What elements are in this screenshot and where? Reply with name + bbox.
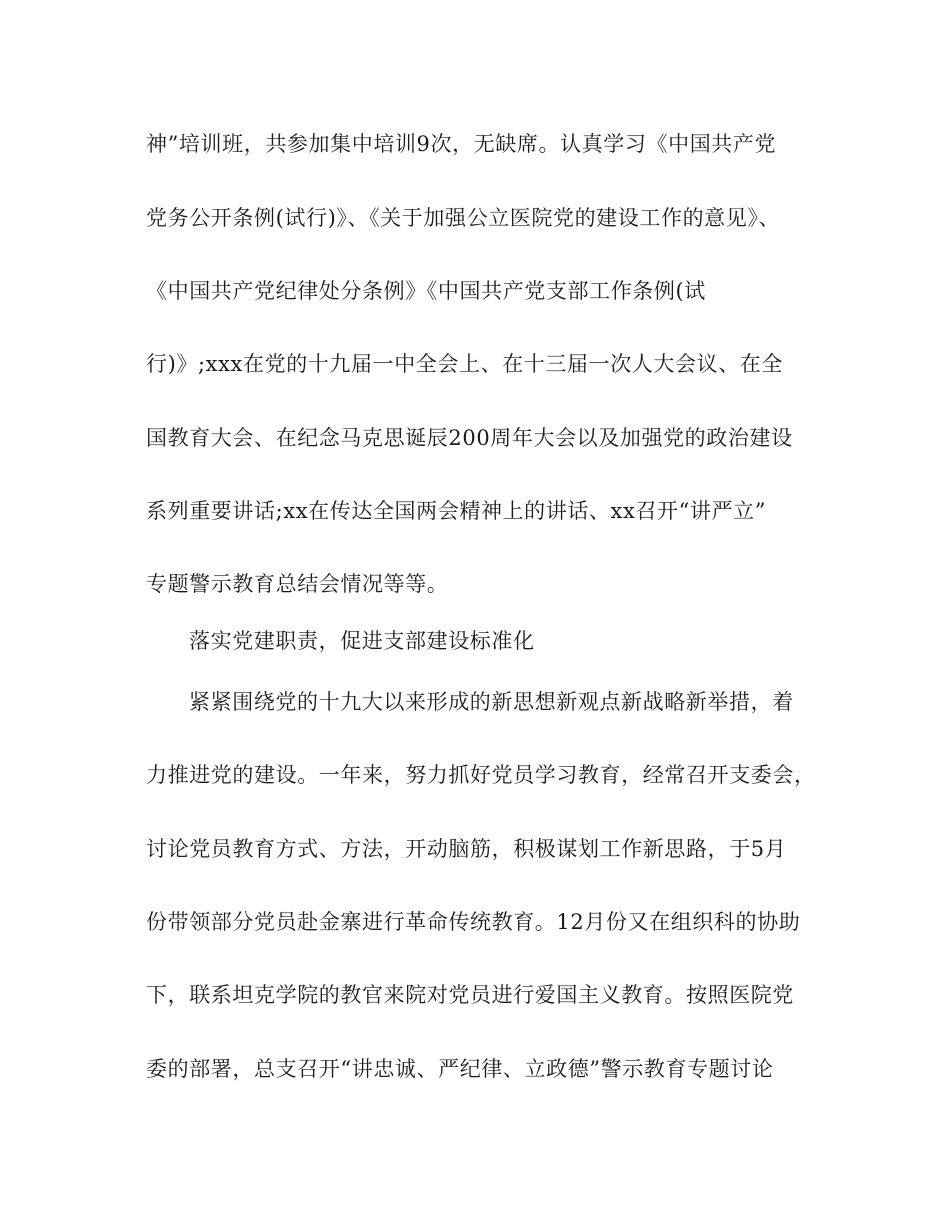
text-line: 下，联系坦克学院的教官来院对党员进行爱国主义教育。按照医院党 — [146, 983, 794, 1007]
section-heading: 落实党建职责，促进支部建设标准化 — [189, 629, 535, 653]
paragraph-first-line: 紧紧围绕党的十九大以来形成的新思想新观点新战略新举措，着 — [189, 690, 794, 714]
text-line: 系列重要讲话;xx在传达全国两会精神上的讲话、xx召开“讲严立” — [146, 499, 767, 523]
text-line: 党务公开条例(试行)》、《关于加强公立医院党的建设工作的意见》、 — [146, 206, 781, 230]
text-line: 委的部署，总支召开“讲忠诚、严纪律、立政德”警示教育专题讨论 — [146, 1057, 774, 1081]
text-line: 讨论党员教育方式、方法，开动脑筋，积极谋划工作新思路，于5月 — [146, 837, 787, 861]
text-line: 国教育大会、在纪念马克思诞辰200周年大会以及加强党的政治建设 — [146, 426, 793, 450]
text-line: 力推进党的建设。一年来，努力抓好党员学习教育，经常召开支委会， — [146, 763, 816, 787]
text-line: 《中国共产党纪律处分条例》《中国共产党支部工作条例(试 — [146, 279, 706, 303]
text-line: 份带领部分党员赴金寨进行革命传统教育。12月份又在组织科的协助 — [146, 910, 801, 934]
text-line: 行)》;xxx在党的十九届一中全会上、在十三届一次人大会议、在全 — [146, 352, 783, 376]
text-line: 神”培训班，共参加集中培训9次，无缺席。认真学习《中国共产党 — [146, 132, 777, 156]
text-line: 专题警示教育总结会情况等等。 — [146, 572, 449, 596]
